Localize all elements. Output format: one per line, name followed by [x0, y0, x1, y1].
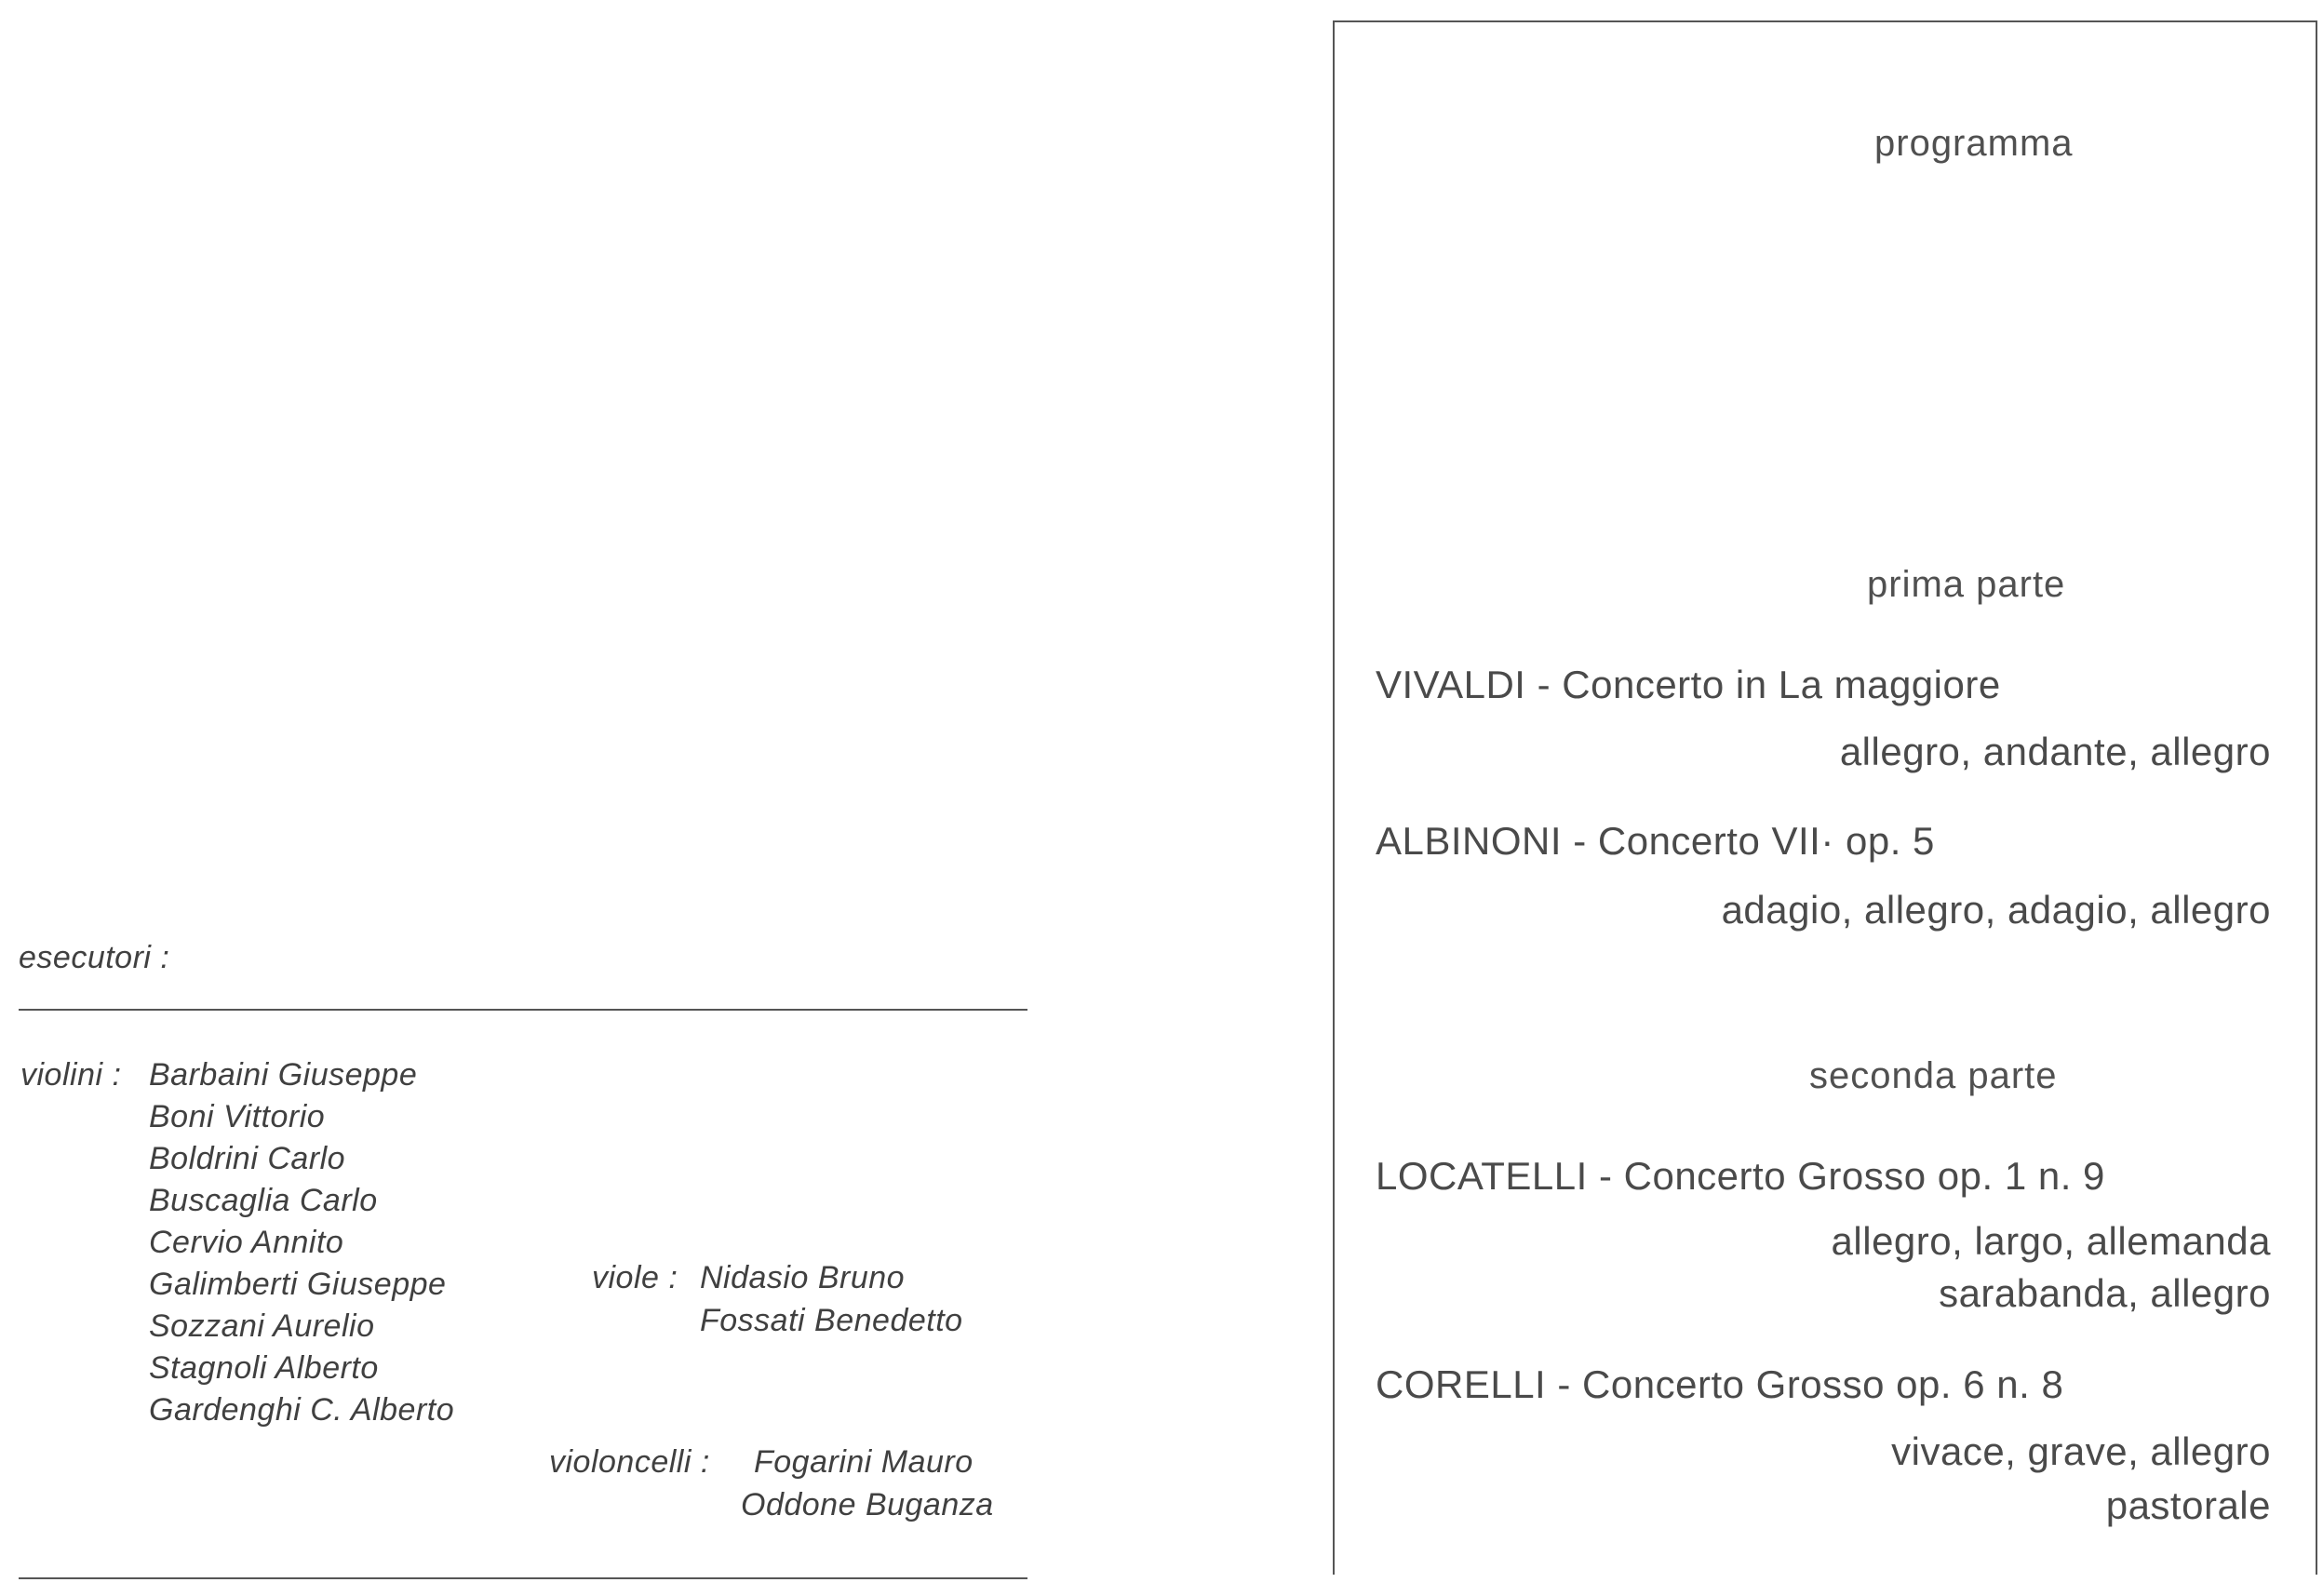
piece-movements: allegro, andante, allegro [1839, 730, 2271, 773]
performers-top-divider [19, 1009, 1027, 1011]
violinist-name: Boni Vittorio [149, 1099, 326, 1134]
cellos-label: violoncelli : [549, 1444, 710, 1480]
piece-line: LOCATELLI - Concerto Grosso op. 1 n. 9 [1376, 1154, 2105, 1198]
violinist-name: Galimberti Giuseppe [149, 1267, 447, 1302]
violins-label: violini : [20, 1057, 122, 1093]
program-frame [1333, 20, 2317, 1575]
violist-name: Fossati Benedetto [700, 1303, 963, 1338]
piece-line: VIVALDI - Concerto in La maggiore [1376, 663, 2001, 706]
program-title: programma [1874, 123, 2074, 164]
piece-movements: sarabanda, allegro [1939, 1271, 2271, 1315]
piece-movements: adagio, allegro, adagio, allegro [1721, 888, 2271, 932]
violinist-name: Gardenghi C. Alberto [149, 1392, 455, 1428]
violinist-name: Sozzani Aurelio [149, 1308, 375, 1344]
violinist-name: Barbaini Giuseppe [149, 1057, 418, 1093]
performers-bottom-divider [19, 1577, 1027, 1579]
cellist-name: Fogarini Mauro [754, 1444, 974, 1480]
part-1-title: prima parte [1867, 564, 2066, 605]
piece-line: ALBINONI - Concerto VII· op. 5 [1376, 819, 1935, 863]
part-2-title: seconda parte [1809, 1055, 2058, 1096]
violinist-name: Stagnoli Alberto [149, 1350, 379, 1386]
violist-name: Nidasio Bruno [700, 1260, 906, 1295]
violinist-name: Buscaglia Carlo [149, 1183, 378, 1218]
cellist-name: Oddone Buganza [741, 1487, 994, 1522]
piece-movements: vivace, grave, allegro [1891, 1429, 2271, 1473]
performers-heading: esecutori : [19, 940, 170, 975]
piece-movements: allegro, largo, allemanda [1831, 1219, 2271, 1263]
violinist-name: Cervio Annito [149, 1225, 344, 1260]
violinist-name: Boldrini Carlo [149, 1141, 346, 1176]
violas-label: viole : [592, 1260, 678, 1295]
piece-movements: pastorale [2105, 1483, 2271, 1527]
piece-line: CORELLI - Concerto Grosso op. 6 n. 8 [1376, 1362, 2064, 1406]
